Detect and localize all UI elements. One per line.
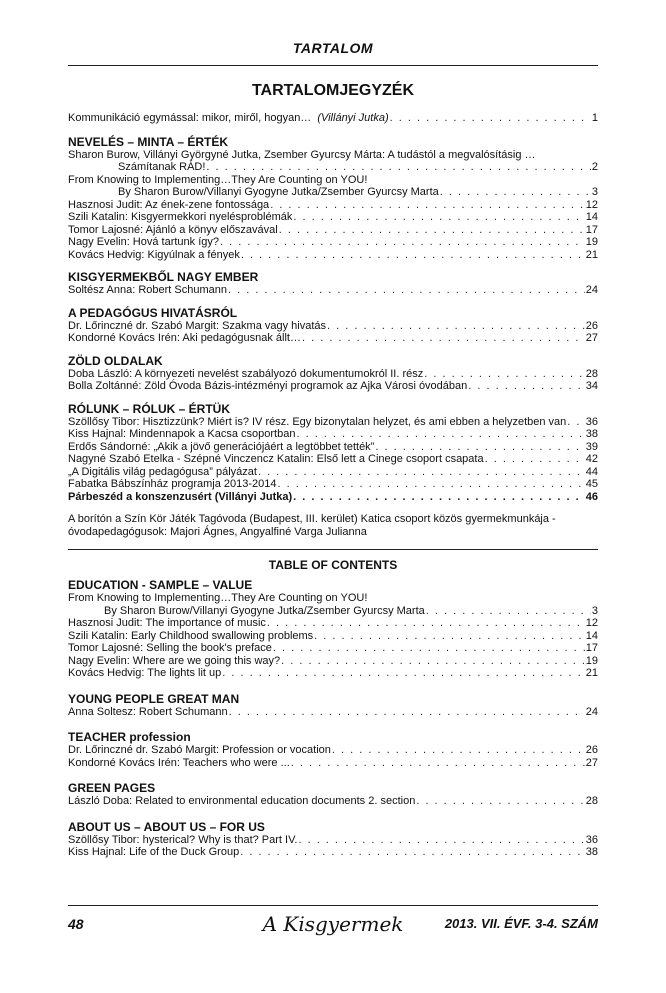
magazine-title: A Kisgyermek (262, 912, 404, 936)
leader-dots (416, 795, 584, 808)
entry-title: Nagyné Szabó Etelka - Szépné Vinczencz Katalin: Első lett a Cinege csoport csapata (68, 453, 484, 465)
toc-content (68, 82, 598, 859)
toc-entry (68, 466, 598, 479)
entry-title: From Knowing to Implementing…They Are Counting on YOU! (68, 173, 368, 186)
section-heading: ABOUT US – ABOUT US – FOR US (68, 819, 265, 834)
entry-page: 19 (585, 236, 598, 248)
leader-dots (258, 466, 585, 479)
toc-entry (68, 453, 598, 466)
entry-title: Tomor Lajosné: Selling the book's preface (68, 642, 272, 654)
leader-dots (468, 380, 584, 393)
entry-page: 19 (585, 654, 598, 667)
entry-page: 12 (585, 617, 598, 629)
entry-page: 38 (585, 428, 598, 440)
toc-entry (68, 491, 598, 504)
cover-note-line: A borítón a Szín Kör Játék Tagóvoda (Budapest, III. kerület) Katica csoport közös gyermekmunkája - (68, 513, 556, 525)
leader-dots (278, 478, 585, 491)
leader-dots (240, 846, 585, 859)
entry-page: 28 (585, 795, 598, 807)
leader-dots (229, 706, 585, 719)
toc-entry (68, 284, 598, 297)
entry-title: Kommunikáció egymással: mikor, miről, hogyan… (68, 112, 312, 124)
english-toc-title: TABLE OF CONTENTS (268, 558, 398, 572)
leader-dots (291, 757, 585, 770)
entry-page: 42 (585, 453, 598, 465)
entry-title-cont: By Sharon Burow/Villanyi Gyogyne Jutka/Zsember Gyurcsy Marta (118, 186, 439, 198)
entry-page: 14 (585, 629, 598, 642)
cover-note (68, 513, 598, 539)
entry-title: Kiss Hajnal: Mindennapok a Kacsa csoportban (68, 428, 296, 440)
leader-dots (222, 667, 584, 680)
leader-dots (270, 199, 585, 212)
entry-page: 3 (591, 186, 598, 198)
leader-dots (206, 161, 590, 174)
entry-page: 45 (585, 478, 598, 490)
entry-page: 17 (585, 223, 598, 236)
toc-entry (68, 757, 598, 770)
entry-title: László Doba: Related to environmental education documents 2. section (68, 795, 416, 807)
leader-dots (426, 605, 591, 618)
leader-dots (296, 428, 584, 441)
entry-title: Hasznosi Judit: Az ének-zene fontossága (68, 198, 270, 211)
entry-page: 26 (585, 319, 598, 332)
toc-entry (68, 224, 598, 237)
entry-title: Szöllősy Tibor: hysterical? Why is that? Part IV. (68, 833, 298, 846)
toc-entry (68, 368, 598, 381)
section-heading: TEACHER profession (68, 730, 191, 744)
toc-entry (68, 744, 598, 757)
leader-dots (279, 224, 585, 237)
footer-rule (68, 905, 598, 906)
entry-page: 27 (585, 332, 598, 344)
toc-entry (68, 211, 598, 224)
entry-title: Bolla Zoltánné: Zöld Óvoda Bázis-intézményi programok az Ajka Városi óvodában (68, 380, 468, 392)
entry-title: Párbeszéd a konszenzusért (Villányi Jutka) (68, 490, 293, 503)
entry-title: Kovács Hedvig: The lights lit up (68, 667, 222, 679)
leader-dots (327, 320, 585, 333)
entry-title: Erdős Sándorné: „Akik a jövő generációjáért a legtöbbet tették” (68, 440, 375, 453)
leader-dots (390, 112, 591, 125)
entry-page: 28 (585, 367, 598, 380)
toc-entry (68, 478, 598, 491)
toc-entry (68, 112, 598, 125)
page-footer (68, 914, 598, 936)
section-heading: YOUNG PEOPLE GREAT MAN (68, 691, 240, 706)
entry-page: 3 (591, 604, 598, 617)
entry-page: 34 (585, 380, 598, 392)
leader-dots (485, 453, 585, 466)
leader-dots (281, 655, 585, 668)
toc-entry (68, 320, 598, 333)
leader-dots (314, 630, 585, 643)
leader-dots (220, 236, 585, 249)
entry-title-cont: Számítanak RÁD! (118, 161, 206, 173)
entry-title: Kovács Hedvig: Kigyúlnak a fények (68, 248, 240, 261)
entry-page: 21 (585, 667, 598, 679)
leader-dots (424, 368, 585, 381)
issue-label: 2013. VII. ÉVF. 3-4. SZÁM (444, 916, 598, 931)
entry-title: Anna Soltesz: Robert Schumann (68, 705, 228, 718)
entry-title: Nagy Evelin: Hová tartunk így? (68, 236, 220, 248)
entry-page: 39 (585, 440, 598, 453)
section-heading: GREEN PAGES (68, 781, 156, 795)
toc-entry (68, 249, 598, 262)
toc-entry (68, 199, 598, 212)
entry-page: 17 (585, 642, 598, 654)
leader-dots (375, 441, 584, 454)
entry-title: Tomor Lajosné: Ajánló a könyv előszavával (68, 223, 278, 236)
entry-title: Szöllősy Tibor: Hisztizzünk? Miért is? IV rész. Egy bizonytalan helyzet, és ami ebben a helyzetben van (68, 415, 567, 428)
section-divider (68, 549, 598, 550)
entry-page: 44 (585, 465, 598, 478)
entry-page: 27 (585, 756, 598, 769)
page-number: 48 (68, 916, 84, 932)
toc-entry (68, 416, 598, 429)
toc-entry (68, 630, 598, 643)
toc-entry (68, 795, 598, 808)
entry-author: (Villányi Jutka) (317, 112, 389, 124)
entry-title: Dr. Lőrinczné dr. Szabó Margit: Szakma vagy hivatás (68, 319, 327, 332)
leader-dots (273, 642, 585, 655)
entry-title: Kondorné Kovács Irén: Teachers who were ... (68, 756, 290, 769)
entry-title: Szili Katalin: Early Childhood swallowing problems (68, 629, 314, 642)
toc-entry (68, 332, 598, 345)
toc-entry (68, 161, 598, 174)
toc-entry (68, 441, 598, 454)
leader-dots (293, 211, 584, 224)
toc-entry (68, 706, 598, 719)
entry-title: Doba László: A környezeti nevelést szabályozó dokumentumokról II. rész (68, 367, 424, 380)
leader-dots (293, 491, 585, 504)
leader-dots (332, 744, 585, 757)
section-heading: KISGYERMEKBŐL NAGY EMBER (68, 270, 259, 284)
entry-title: Nagy Evelin: Where are we going this way? (68, 654, 281, 667)
toc-entry (68, 236, 598, 249)
section-heading: A PEDAGÓGUS HIVATÁSRÓL (68, 305, 238, 320)
entry-page: 46 (585, 490, 598, 503)
entry-title: Sharon Burow, Villányi Györgyné Jutka, Zsember Gyurcsy Márta: A tudástól a megvalósításig … (68, 148, 536, 161)
entry-title-cont: By Sharon Burow/Villanyi Gyogyne Jutka/Zsember Gyurcsy Marta (104, 604, 425, 617)
entry-title: Hasznosi Judit: The importance of music (68, 617, 266, 629)
entry-page: 26 (585, 744, 598, 756)
section-heading: ZÖLD OLDALAK (68, 353, 163, 368)
toc-entry (68, 605, 598, 618)
toc-entry (68, 186, 598, 199)
entry-page: 12 (585, 198, 598, 211)
entry-page: 2 (591, 161, 598, 173)
entry-title: Dr. Lőrinczné dr. Szabó Margit: Profession or vocation (68, 744, 331, 756)
entry-page: 24 (585, 284, 598, 296)
header-rule (68, 65, 598, 66)
entry-title: Fabatka Bábszínház programja 2013-2014 (68, 478, 277, 490)
entry-title: Kiss Hajnal: Life of the Duck Group (68, 846, 240, 858)
toc-entry (68, 642, 598, 655)
entry-title: „A Digitális világ pedagógusa” pályázat (68, 465, 257, 478)
section-heading: NEVELÉS – MINTA – ÉRTÉK (68, 134, 229, 149)
leader-dots (241, 249, 585, 262)
toc-entry (68, 380, 598, 393)
entry-page: 38 (585, 846, 598, 858)
entry-page: 1 (591, 112, 598, 124)
entry-title: Kondorné Kovács Irén: Aki pedagógusnak állt… (68, 332, 301, 344)
section-heading: RÓLUNK – RÓLUK – ÉRTÜK (68, 401, 231, 416)
leader-dots (302, 332, 585, 345)
toc-entry (68, 667, 598, 680)
entry-title: From Knowing to Implementing…They Are Counting on YOU! (68, 592, 368, 604)
entry-page: 21 (585, 248, 598, 261)
toc-entry (68, 846, 598, 859)
entry-page: 36 (585, 415, 598, 428)
toc-entry (68, 834, 598, 847)
entry-page: 14 (585, 211, 598, 223)
section-heading: EDUCATION - SAMPLE – VALUE (68, 578, 253, 592)
leader-dots (440, 186, 591, 199)
cover-note-line: óvodapedagógusok: Majori Ágnes, Angyalfiné Varga Julianna (68, 526, 367, 538)
entry-page: 36 (585, 833, 598, 846)
leader-dots (267, 617, 585, 630)
toc-entry (68, 428, 598, 441)
leader-dots (298, 834, 584, 847)
toc-entry (68, 617, 598, 630)
entry-title: Soltész Anna: Robert Schumann (68, 284, 227, 296)
toc-entry (68, 655, 598, 668)
page-title: TARTALOMJEGYZÉK (251, 82, 415, 99)
leader-dots (228, 284, 585, 297)
entry-page: 24 (585, 705, 598, 718)
entry-title: Szili Katalin: Kisgyermekkori nyelésproblémák (68, 211, 293, 223)
running-header: TARTALOM (292, 40, 374, 56)
leader-dots (567, 416, 584, 429)
